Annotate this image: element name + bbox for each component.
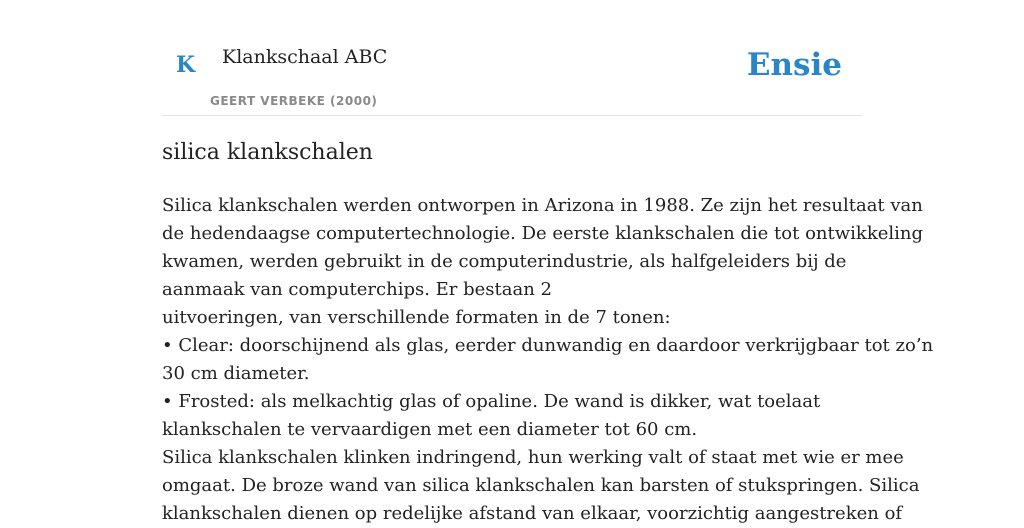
body-line: Silica klankschalen klinken indringend, hun werking valt of staat met wie er mee xyxy=(162,447,904,468)
body-line: kwamen, werden gebruikt in de computerindustrie, als halfgeleiders bij de xyxy=(162,251,847,272)
body-line: aanmaak van computerchips. Er bestaan 2 xyxy=(162,279,552,300)
ensie-logo[interactable]: Ensie xyxy=(746,47,842,83)
body-line: • Frosted: als melkachtig glas of opaline. De wand is dikker, wat toelaat xyxy=(162,391,821,412)
body-line: • Clear: doorschijnend als glas, eerder dunwandig en daardoor verkrijgbaar tot zo’n xyxy=(162,335,934,356)
body-line: de hedendaagse computertechnologie. De eerste klankschalen die tot ontwikkeling xyxy=(162,223,924,244)
book-header xyxy=(162,0,862,116)
body-line: Silica klankschalen werden ontworpen in Arizona in 1988. Ze zijn het resultaat van xyxy=(162,195,923,216)
body-line: klankschalen dienen op redelijke afstand van elkaar, voorzichtig aangestreken of xyxy=(162,503,903,524)
entry-title: silica klankschalen xyxy=(162,140,373,165)
body-line: klankschalen te vervaardigen met een diameter tot 60 cm. xyxy=(162,419,698,440)
book-title-link[interactable]: Klankschaal ABC xyxy=(222,46,388,68)
book-logo-icon[interactable]: K xyxy=(176,52,196,78)
body-line: 30 cm diameter. xyxy=(162,363,310,384)
body-line: uitvoeringen, van verschillende formaten in de 7 tonen: xyxy=(162,307,671,328)
entry-body xyxy=(162,192,934,528)
body-line: omgaat. De broze wand van silica klankschalen kan barsten of stukspringen. Silica xyxy=(162,475,920,496)
article-page xyxy=(162,0,934,524)
book-author: GEERT VERBEKE (2000) xyxy=(210,94,378,108)
